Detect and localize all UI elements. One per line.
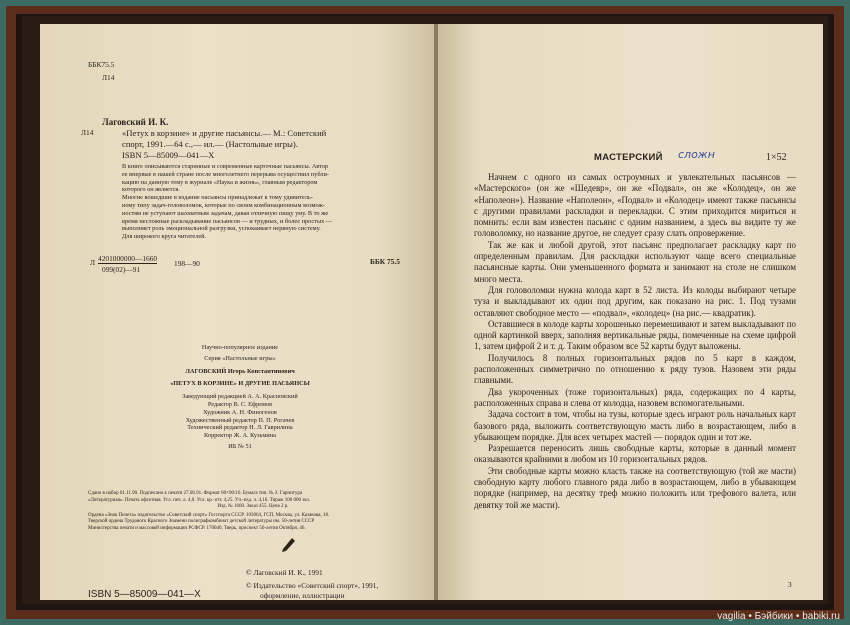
isbn-bottom: ISBN 5—85009—041—X xyxy=(88,589,201,600)
fraction-numerator: 4201000000—1660 xyxy=(98,254,158,263)
credit-line: Редактор В. С. Ефремов xyxy=(207,400,273,408)
annotation xyxy=(122,163,416,241)
credit-line: Заведующий редакцией А. А. Красновский xyxy=(182,393,298,401)
credit-line: ЛАГОВСКИЙ Игорь Константинович xyxy=(185,367,295,375)
credit-line: Корректор Ж. А. Кузьмина xyxy=(204,432,276,440)
entry-line: спорт, 1991.—64 с.,— ил.— (Настольные игры). xyxy=(122,138,298,149)
annotation-line: ному типу задач-головоломок, которые по своим комбинационным возмож- xyxy=(122,201,325,209)
annotation-line: выполняет роль эмоциональной разгрузки, успокаивает нервную систему. xyxy=(122,225,321,233)
section-heading: МАСТЕРСКИЙ xyxy=(594,152,663,163)
annotation-line: кацию на данную тему в журнале «Наука и жизнь», главным редактором xyxy=(122,178,318,186)
copyright-design: оформление, иллюстрации xyxy=(260,591,345,600)
imprint-line: «Литературная». Печать офсетная. Усл. печ. л. 4,0. Усл. кр.-отт. 4,25. Уч.-изд. л. 4,16. Тираж 100 000 экз. xyxy=(88,497,310,503)
imprint-line: Ордена «Знак Почета» издательство «Советский спорт» Госспорта СССР. 103064, ГСП, Москва, ул. Казакова, 18. xyxy=(88,512,330,518)
paragraph: Разрешается переносить лишь свободные карты, которые в данный момент оказываются крайними в любом из 10 горизонтальных рядов. xyxy=(474,443,796,465)
credit-line: Серия «Настольные игры» xyxy=(204,354,276,362)
entry-line: ISBN 5—85009—041—X xyxy=(122,149,215,160)
annotation-line: В книге описываются старинные и современные карточные пасьянсы. Автор xyxy=(122,163,329,170)
paragraph: Получилось 8 полных горизонтальных рядов по 5 карт в каждом, расположенных симметрично по отношению к ряду тузов. Назовем эти ряды главными. xyxy=(474,352,796,386)
fraction-suffix: 198—90 xyxy=(174,259,200,268)
copyright-author: © Лаговский И. К., 1991 xyxy=(246,568,323,577)
author-name: Лаговский И. К. xyxy=(102,117,169,127)
annotation-line: время несложные раскладывание пасьянсов — и трудных, и более простых — xyxy=(122,217,333,225)
paragraph: Задача состоит в том, чтобы на тузы, которые здесь играют роль начальных карт базового ряда, выложить соответствующую масть либо в возрастающем, либо в убывающем порядке. Для всех четырех мастей — порядок один и тот же. xyxy=(474,409,796,442)
layout-tag: 1×52 xyxy=(766,152,787,163)
left-page xyxy=(40,24,436,600)
printer-mark-icon xyxy=(280,535,298,553)
credit-line: Научно-популярное издание xyxy=(201,344,279,351)
bbk-code: ББК75.5 xyxy=(88,60,115,69)
fraction-denominator: 099(02)—91 xyxy=(102,265,141,274)
handwritten-note: сложн xyxy=(678,148,715,161)
catalog-entry xyxy=(122,128,417,160)
right-page xyxy=(438,24,823,600)
imprint-line: Министерства печати и массовой информации РСФСР. 170040, Тверь, проспект 50-летия Октября, 46. xyxy=(88,525,306,531)
credits-block xyxy=(140,344,340,451)
paragraph: Для головоломки нужна колода карт в 52 листа. Из колоды выбирают четыре туза и выкладывают их один под другим, как показано на рис. 1. Под тузами оставляют свободное место — «подвал», «колодец» (на рис.— квадратик). xyxy=(474,284,796,318)
annotation-line: которого он является. xyxy=(122,186,180,194)
annotation-line: Многие вошедшие в издание пасьянсы принадлежат к тому удивитель- xyxy=(122,194,313,202)
imprint xyxy=(88,491,418,533)
paragraph: Эти свободные карты можно класть также на соответствующую (той же масти) свободную карту любого главного ряда либо в возрастающем, либо в убывающем порядке (например, на десятку треф можно положить или трефового валета, или девятку той же масти). xyxy=(474,465,796,510)
paragraph: Оставшиеся в колоде карты хорошенько перемешивают и затем выкладывают по одной картинкой вверх, заполняя вертикальные ряды, помеченные на схеме цифрой 1, затем цифрой 2 и т. д. Таким образом все 52 карты будут выложены. xyxy=(474,318,796,352)
credit-line: Технический редактор Н. Л. Гаврилина xyxy=(187,424,293,432)
paragraph: Два укороченных (тоже горизонтальных) ряда, содержащих по 4 карты, расположенных справа и слева от колодца, назовем вспомогательными. xyxy=(474,386,796,408)
annotation-line: Для широкого круга читателей. xyxy=(122,233,207,241)
entry-line: «Петух в корзине» и другие пасьянсы.— М.: Советский xyxy=(122,128,327,138)
fraction-prefix: Л xyxy=(90,258,96,267)
imprint-line: Тверской ордена Трудового Красного Знамени полиграфкомбинат детской литературы им. 50-летия СССР xyxy=(88,519,315,525)
entry-code: Л14 xyxy=(81,128,94,137)
credit-line: ИБ № 51 xyxy=(228,442,252,450)
copyright-publisher: © Издательство «Советский спорт», 1991, xyxy=(246,581,379,590)
credit-line: «ПЕТУХ В КОРЗИНЕ» И ДРУГИЕ ПАСЬЯНСЫ xyxy=(170,380,310,388)
credit-line: Художественный редактор П. П. Рогачев xyxy=(185,416,295,424)
bbk-right: ББК 75.5 xyxy=(370,257,400,266)
annotation-line: ее впервые в нашей стране после многолетнего перерыва осуществил публи- xyxy=(122,170,330,178)
catalog-code: Л14 xyxy=(102,73,115,82)
page-number: 3 xyxy=(788,580,792,589)
watermark-caption: vagilia • Бэйбики • babiki.ru xyxy=(717,611,840,622)
imprint-line: Изд. № 1660. Заказ 455. Цена 2 р. xyxy=(217,504,289,510)
article-body xyxy=(474,172,796,511)
imprint-line: Сдано в набор 01.11.90. Подписано к печати 27.06.91. Формат 60×90/16. Бумага тип. № 2. Гарнитура xyxy=(88,491,303,496)
credit-line: Художник А. Н. Финогенов xyxy=(203,408,277,416)
paragraph: Начнем с одного из самых остроумных и увлекательных пасьянсов — «Мастерского» (он же «Шедевр», он же «Подвал», он же «Колодец», он же «Наполеон»). Название «Наполеон», «Подвал» и «Колодец» имеют также пасьянсы с другими правилами раскладки и перекладки. С этим приходится мириться и помнить: если вам известен пасьянс с одним названием, а здесь вы видите ту же головоломку, но название другое, не следует сразу слать опровержение. xyxy=(474,172,796,239)
annotation-line: ностям не уступают шахматным задачам, давая отличную пищу уму. В то же xyxy=(122,209,329,217)
paragraph: Так же как и любой другой, этот пасьянс предполагает раскладку карт по определенным правилам. Для раскладки используют чаще всего специальные пасьянсные карты. Они уменьшенного формата и занимают на столе не слишком много места. xyxy=(474,239,796,284)
